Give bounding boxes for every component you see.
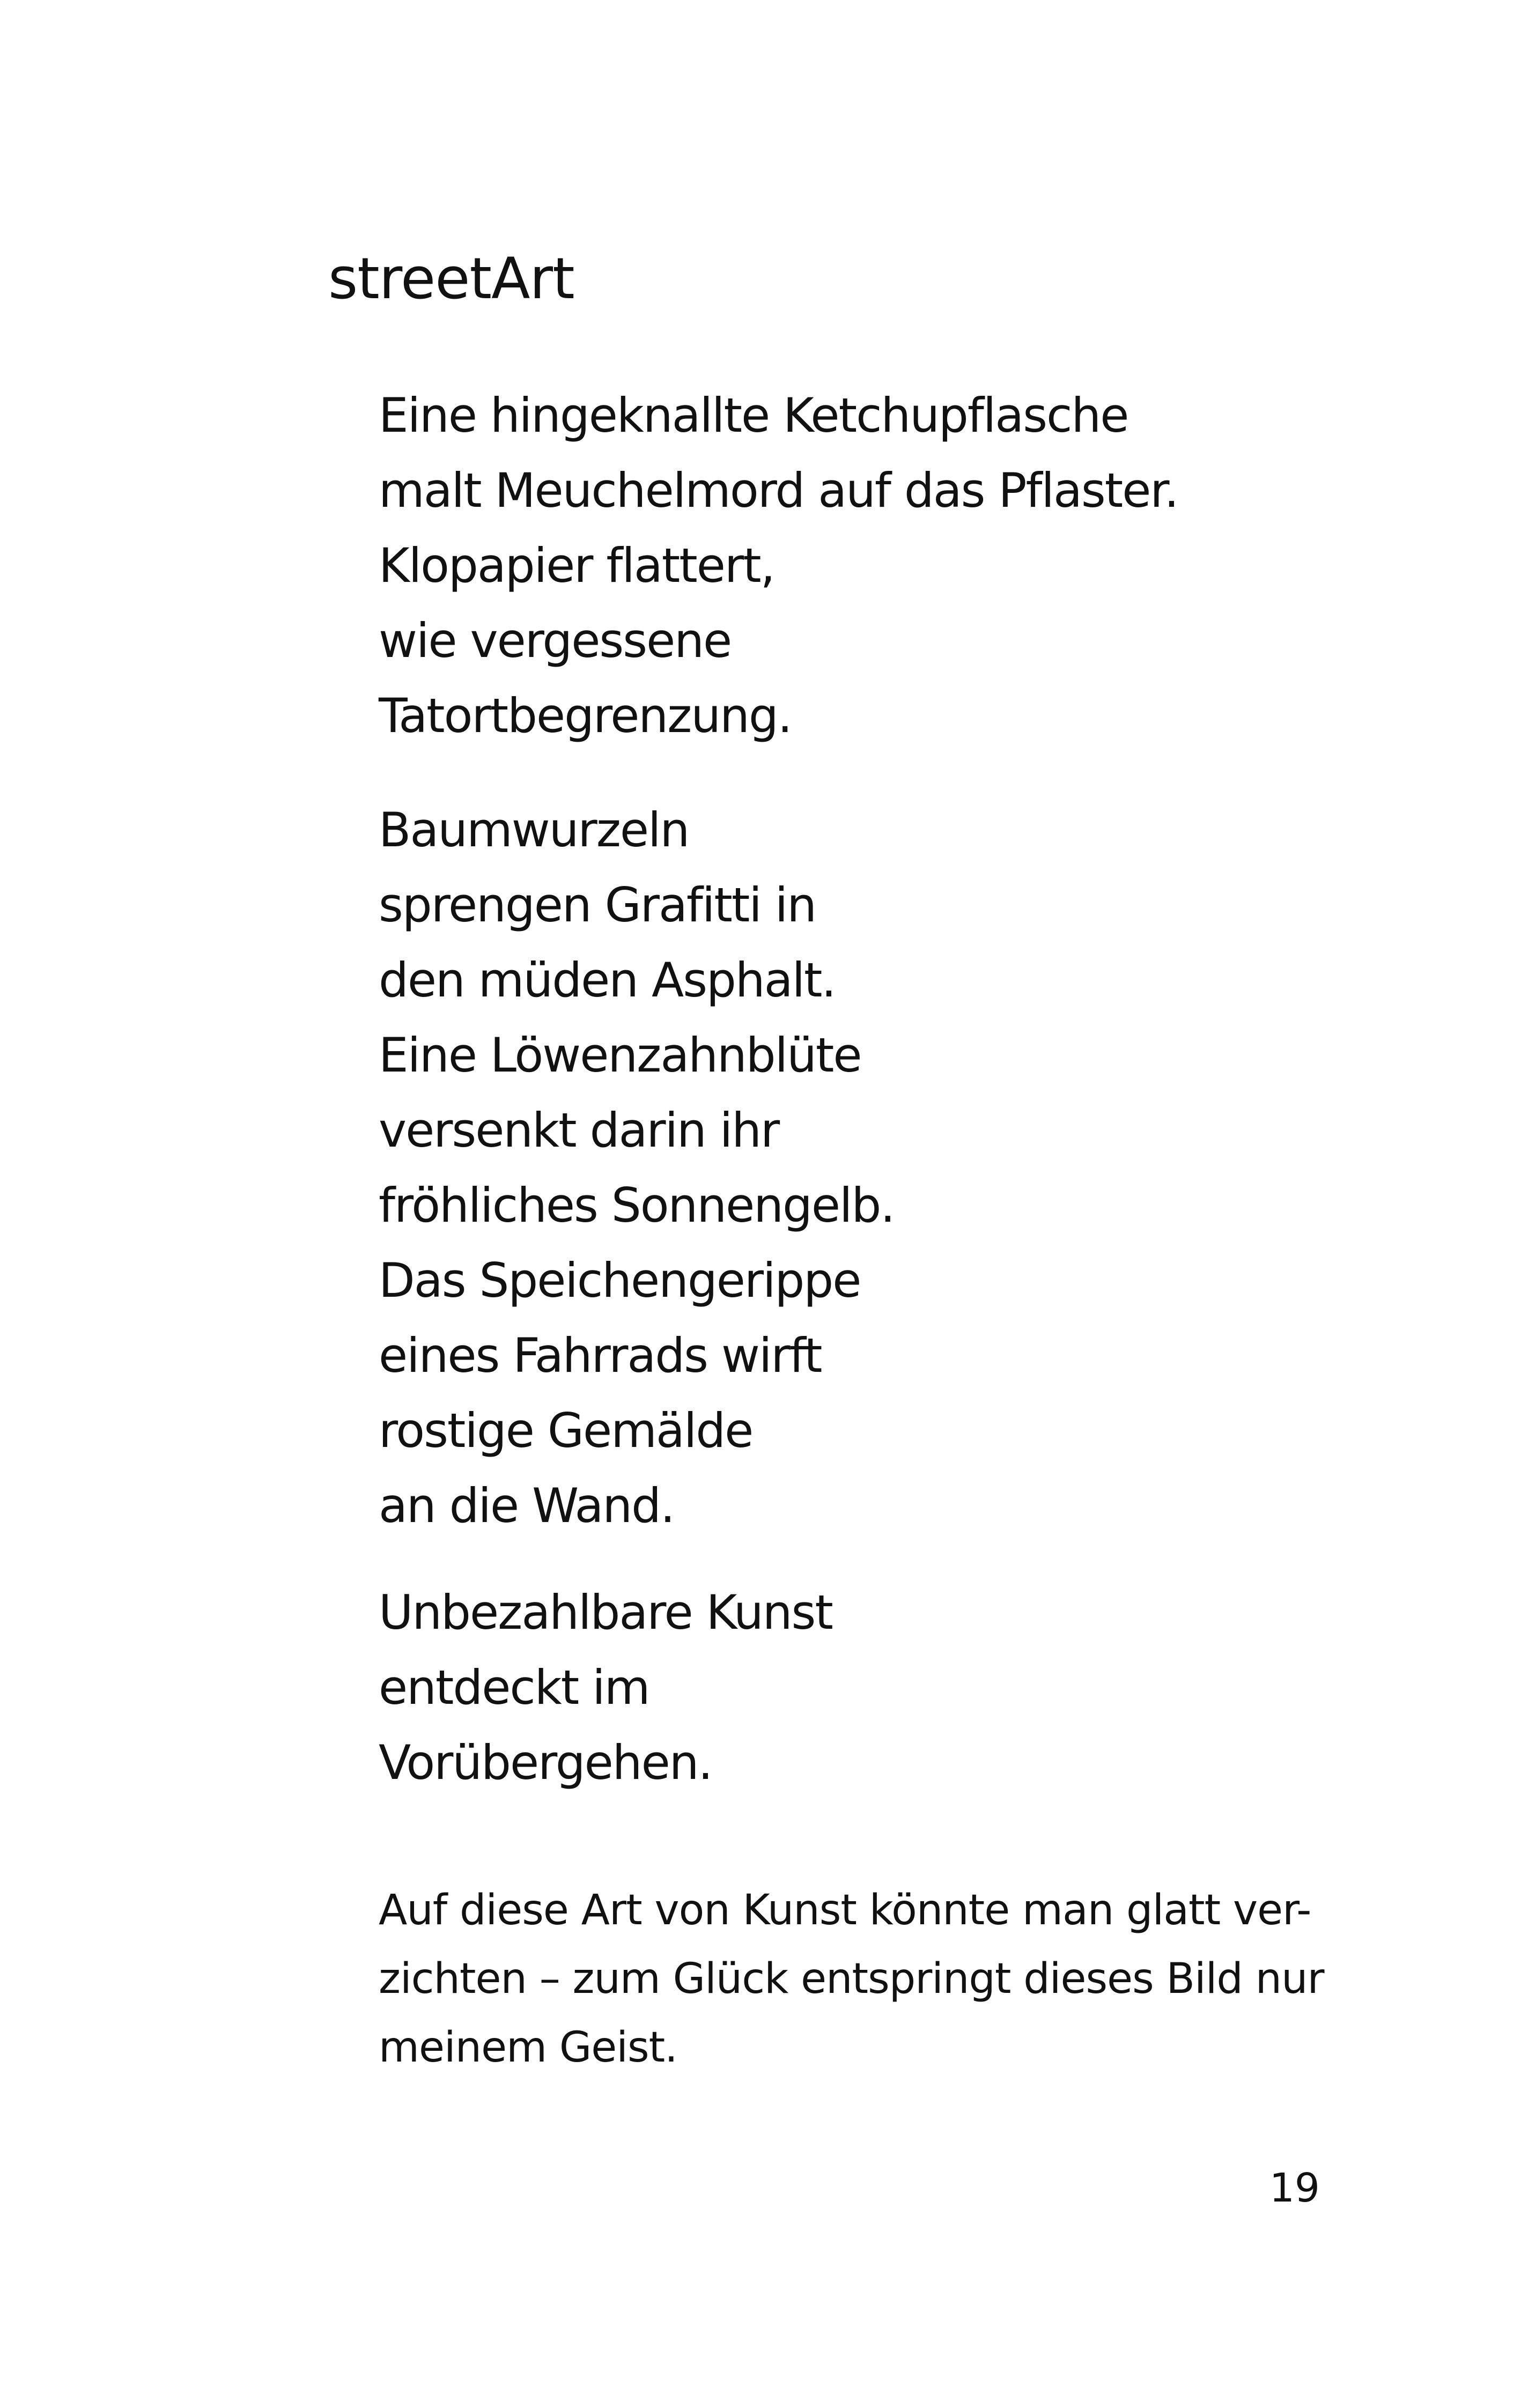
- stanza-2: [379, 793, 1398, 1543]
- poem-line: den müden Asphalt.: [379, 952, 836, 1008]
- poem-line: malt Meuchelmord auf das Pflaster.: [379, 463, 1178, 518]
- poem-line: Unbezahlbare Kunst: [379, 1585, 832, 1640]
- poem-line: Eine Löwenzahnblüte: [379, 1028, 861, 1083]
- poem-line: Eine hingeknallte Ketchupflasche: [379, 388, 1128, 443]
- poem-line: sprengen Grafitti in: [379, 877, 816, 933]
- stanza-3: [379, 1575, 1398, 1800]
- poem-line: versenkt darin ihr: [379, 1103, 779, 1158]
- poem-line: Tatortbegrenzung.: [379, 688, 792, 743]
- note-line: zichten – zum Glück entspringt dieses Bild nur: [379, 1955, 1324, 2003]
- poem-line: Das Speichengerippe: [379, 1253, 861, 1308]
- poem-line: an die Wand.: [379, 1478, 675, 1533]
- poem-line: wie vergessene: [379, 613, 732, 668]
- poem-line: eines Fahrrads wirft: [379, 1328, 822, 1383]
- author-note: [379, 1876, 1398, 2082]
- poem-line: Vorübergehen.: [379, 1735, 712, 1790]
- poem-line: Baumwurzeln: [379, 802, 689, 858]
- stanza-1: [379, 378, 1398, 754]
- poem-line: fröhliches Sonnengelb.: [379, 1178, 895, 1233]
- poem-line: entdeckt im: [379, 1660, 649, 1715]
- poem-line: rostige Gemälde: [379, 1403, 753, 1458]
- page-number: 19: [1269, 2165, 1320, 2211]
- poem-title: streetArt: [328, 246, 574, 312]
- poem-line: Klopapier flattert,: [379, 538, 774, 593]
- note-line: meinem Geist.: [379, 2023, 677, 2072]
- note-line: Auf diese Art von Kunst könnte man glatt ver-: [379, 1886, 1311, 1934]
